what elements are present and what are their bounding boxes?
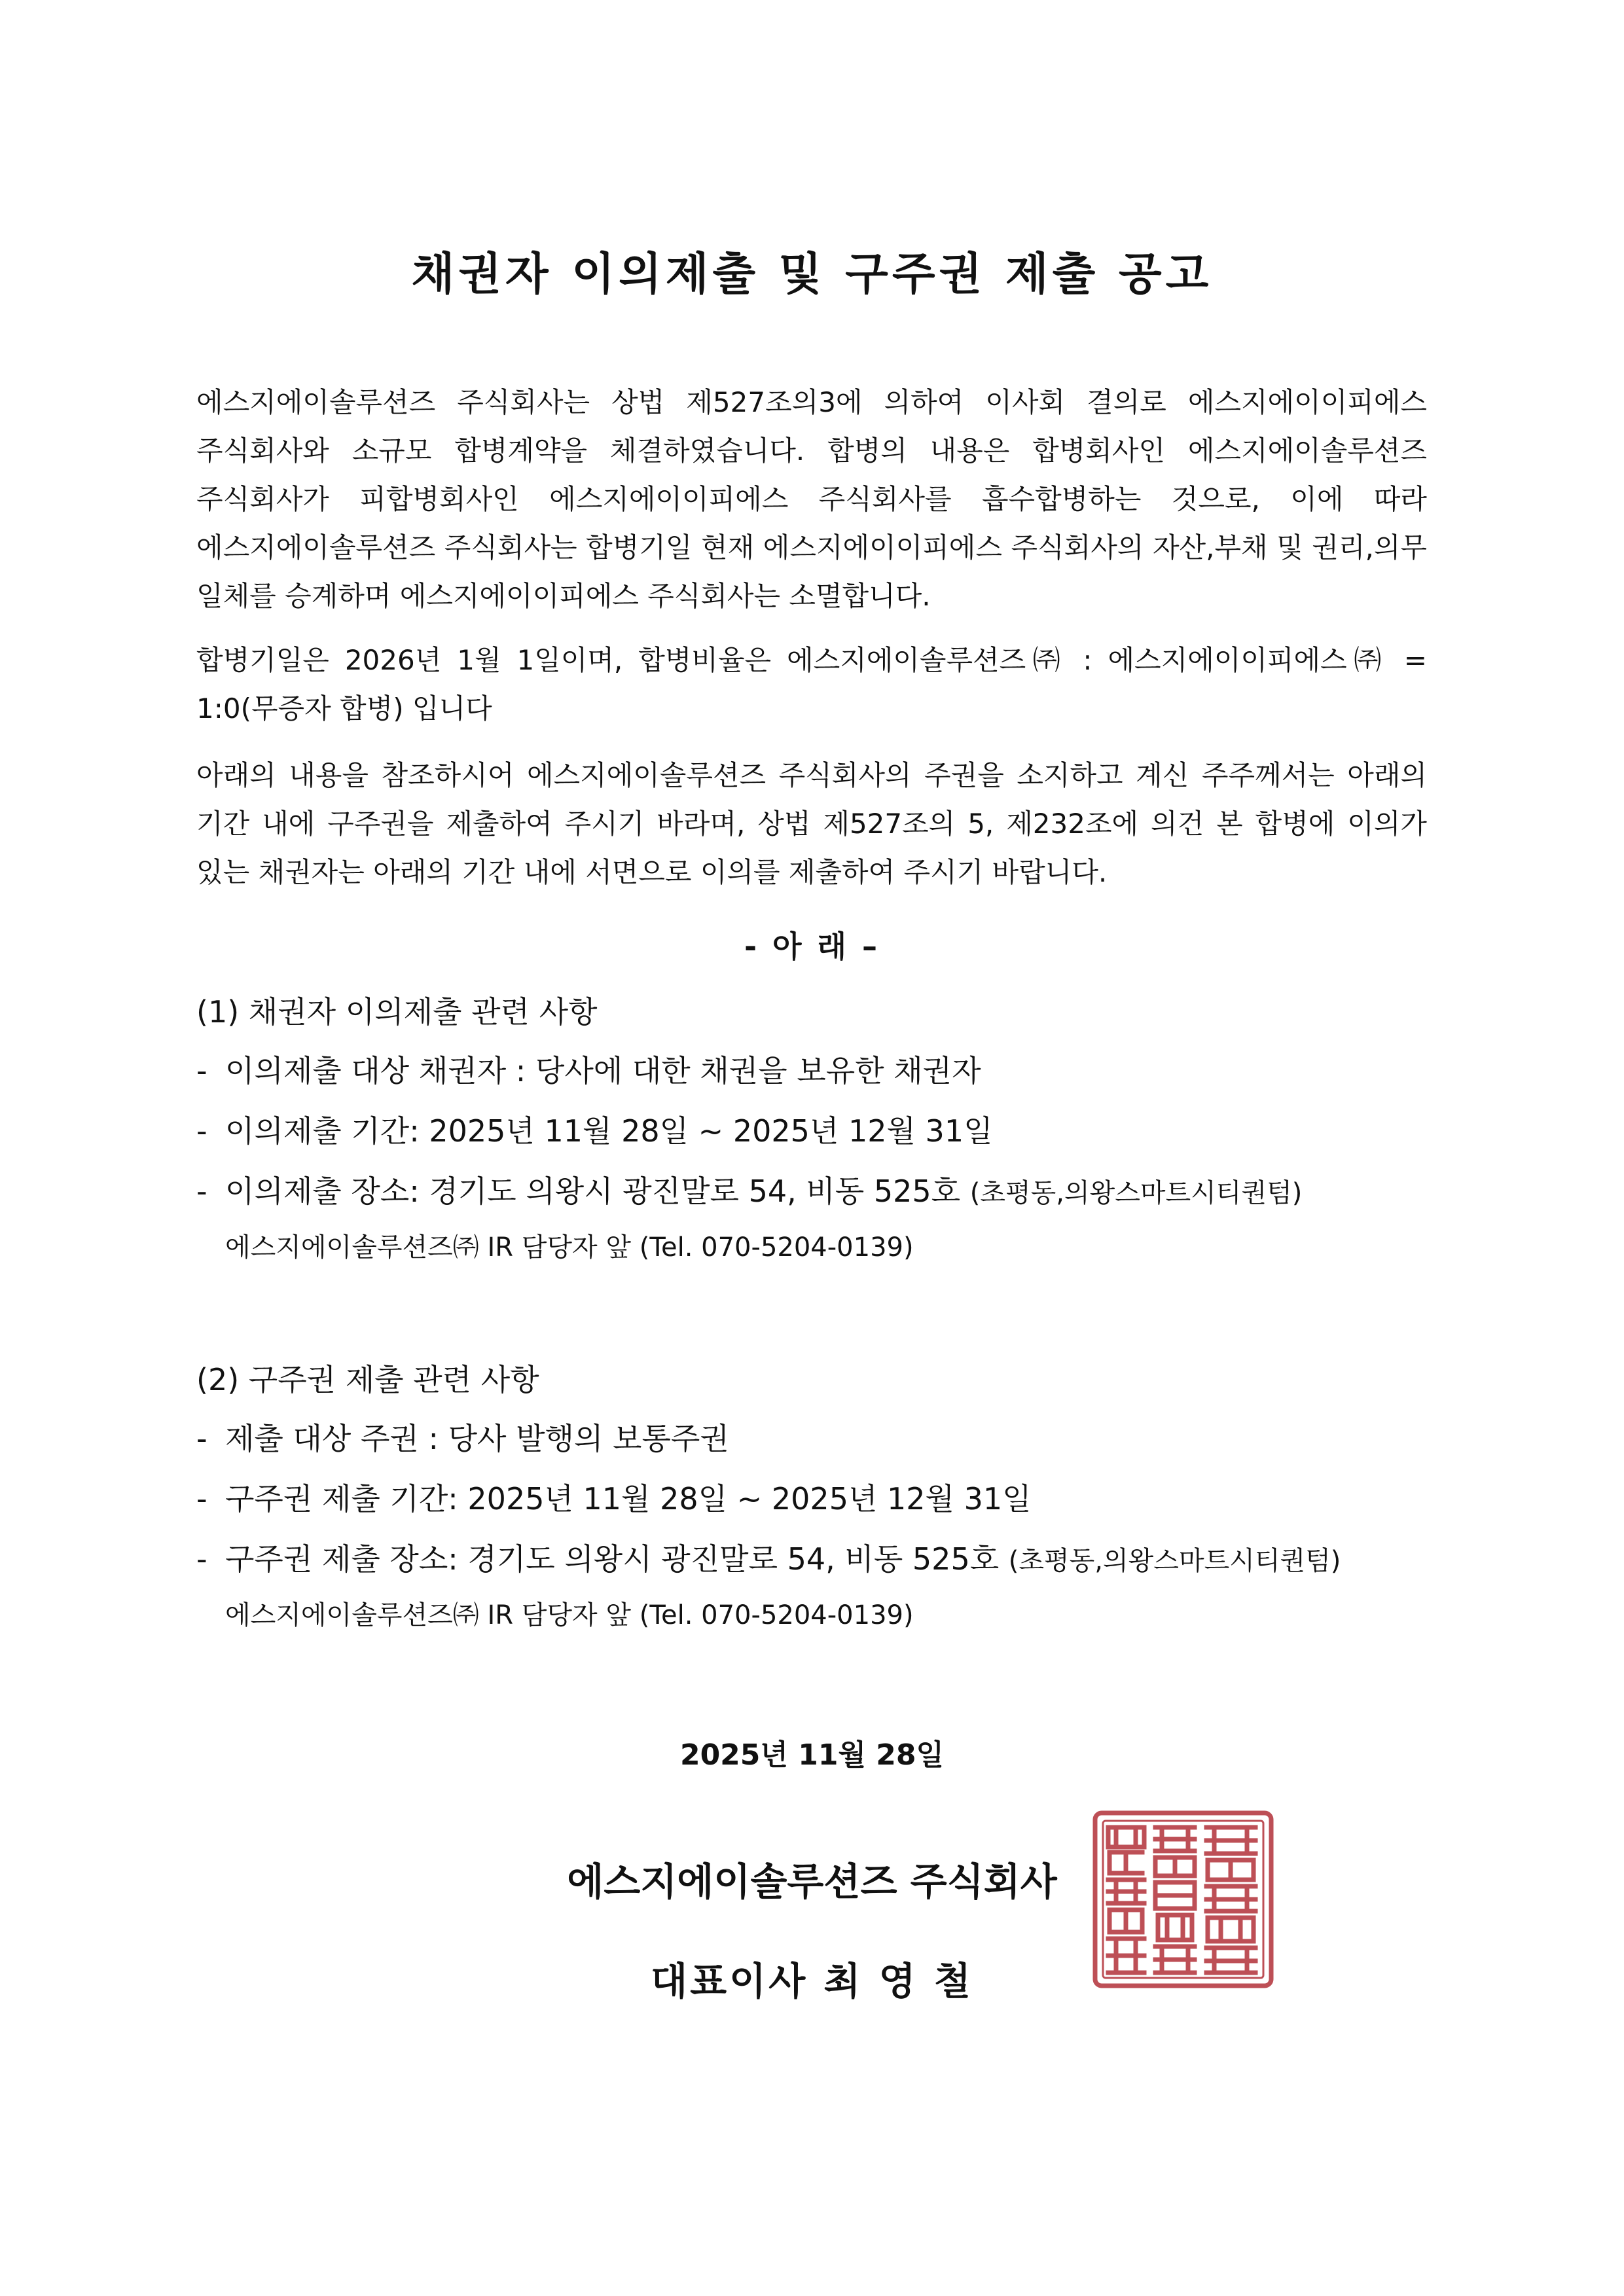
- list-item-text: 이의제출 기간: 2025년 11월 28일 ~ 2025년 12월 31일: [225, 1113, 993, 1149]
- list-dash: -: [196, 1481, 208, 1516]
- address-note: (초평동,의왕스마트시티퀀텀): [969, 1178, 1303, 1208]
- list-item: [196, 1475, 1032, 1518]
- paragraph-merger-date-ratio: 합병기일은 2026년 1월 1일이며, 합병비율은 에스지에이솔루션즈㈜ : 에스지에이이피에스㈜ = 1:0(무증자 합병) 입니다: [196, 644, 1427, 725]
- list-item-text: 구주권 제출 장소: 경기도 의왕시 광진말로 54, 비동 525호: [225, 1541, 1000, 1577]
- contact-line: 에스지에이솔루션즈㈜ IR 담당자 앞 (Tel. 070-5204-0139): [225, 1232, 914, 1263]
- ceo-name: 대표이사 최 영 철: [651, 1959, 973, 2003]
- list-item: [196, 1047, 981, 1090]
- list-item-text: 제출 대상 주권 : 당사 발행의 보통주권: [225, 1421, 729, 1456]
- contact-line: 에스지에이솔루션즈㈜ IR 담당자 앞 (Tel. 070-5204-0139): [225, 1600, 914, 1630]
- company-seal-stamp-icon: [1090, 1808, 1276, 1991]
- list-item: [196, 1415, 729, 1458]
- section-creditor-objection-title: (1) 채권자 이의제출 관련 사항: [196, 994, 598, 1030]
- list-dash: -: [196, 1174, 208, 1209]
- list-item-text: 구주권 제출 기간: 2025년 11월 28일 ~ 2025년 12월 31일: [225, 1481, 1032, 1516]
- list-dash: -: [196, 1421, 208, 1456]
- section-share-certificate-title: (2) 구주권 제출 관련 사항: [196, 1362, 539, 1397]
- list-item: [196, 1168, 1302, 1211]
- notice-date: 2025년 11월 28일: [679, 1738, 945, 1772]
- company-name: 에스지에이솔루션즈 주식회사: [567, 1859, 1057, 1904]
- list-item: [196, 1535, 1341, 1579]
- list-dash: -: [196, 1053, 208, 1088]
- document-title: 채권자 이의제출 및 구주권 제출 공고: [411, 249, 1213, 300]
- paragraph-instructions: 아래의 내용을 참조하시어 에스지에이솔루션즈 주식회사의 주권을 소지하고 계신 주주께서는 아래의 기간 내에 구주권을 제출하여 주시기 바라며, 상법 제527조의 5, 제232조에 의건 본 합병에 이의가 있는 채권자는 아래의 기간 내에 서면으로 이의를 제출하여 주시기 바랍니다.: [196, 759, 1427, 888]
- paragraph-merger-summary: 에스지에이솔루션즈 주식회사는 상법 제527조의3에 의하여 이사회 결의로 에스지에이이피에스 주식회사와 소규모 합병계약을 체결하였습니다. 합병의 내용은 합병회사인 에스지에이솔루션즈 주식회사가 피합병회사인 에스지에이이피에스 주식회사를 흡수합병하는 것으로, 이에 따라 에스지에이솔루션즈 주식회사는 합병기일 현재 에스지에이이피에스 주식회사의 자산,부채 및 권리,의무 일체를 승계하며 에스지에이이피에스 주식회사는 소멸합니다.: [196, 386, 1427, 612]
- list-item: [196, 1107, 993, 1151]
- list-item-text: 이의제출 장소: 경기도 의왕시 광진말로 54, 비동 525호: [225, 1174, 961, 1209]
- address-note: (초평동,의왕스마트시티퀀텀): [1008, 1546, 1341, 1576]
- list-dash: -: [196, 1541, 208, 1577]
- list-dash: -: [196, 1113, 208, 1149]
- list-item-text: 이의제출 대상 채권자 : 당사에 대한 채권을 보유한 채권자: [225, 1053, 981, 1088]
- notice-heading: - 아 래 –: [744, 929, 880, 964]
